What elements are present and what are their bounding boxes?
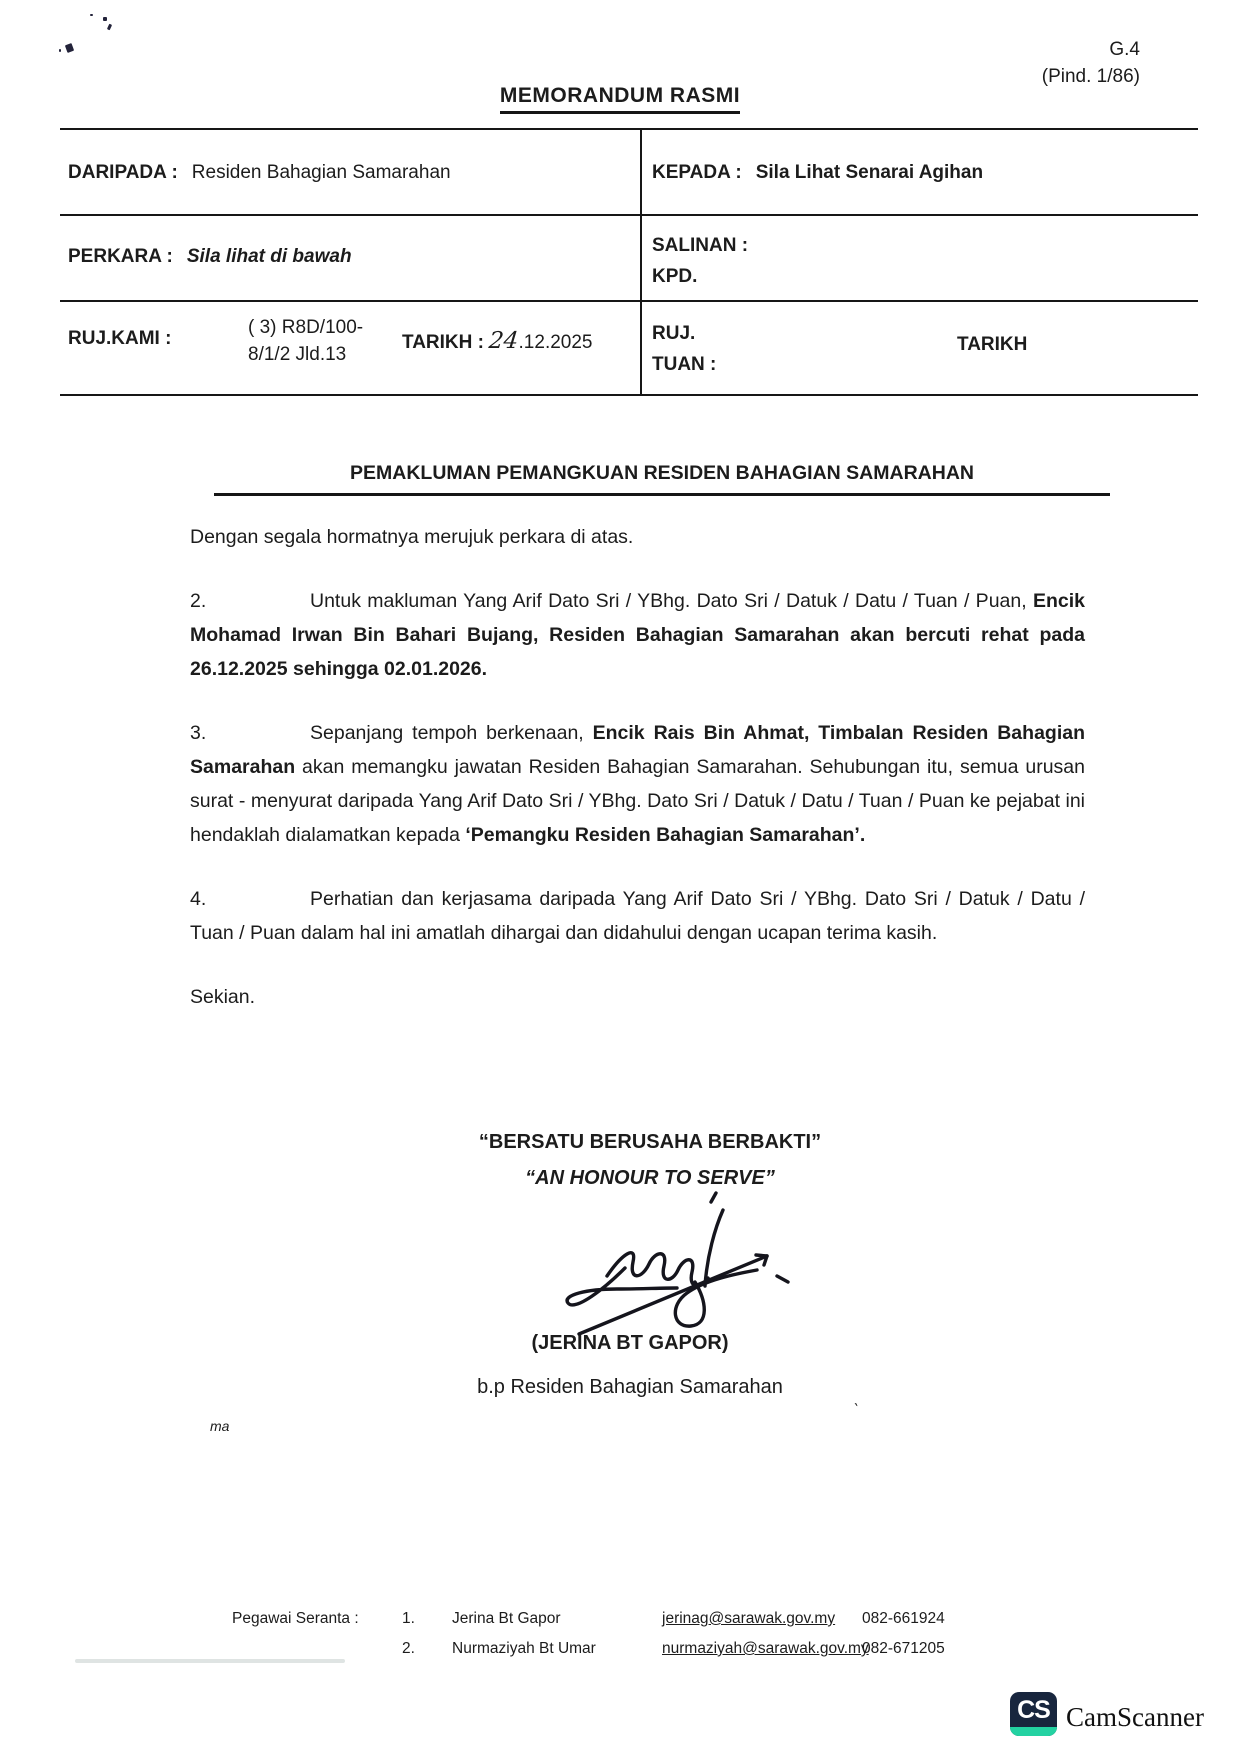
tarikh-rest: .12.2025 [518, 332, 593, 353]
ruj-tuan-line2: TUAN : [652, 354, 717, 375]
closing-word: Sekian. [190, 986, 256, 1008]
perkara-cell [68, 246, 352, 268]
kepada-value: Sila Lihat Senarai Agihan [755, 162, 984, 183]
table-border-bottom [60, 394, 1198, 396]
memo-title: MEMORANDUM RASMI [0, 84, 1240, 114]
table-row-divider [60, 300, 1198, 302]
form-revision: (Pind. 1/86) [1041, 66, 1140, 87]
daripada-label: DARIPADA : [68, 162, 178, 183]
contact-email: jerinag@sarawak.gov.my [662, 1610, 836, 1627]
contact-name: Jerina Bt Gapor [452, 1610, 561, 1627]
signature-scribble [545, 1190, 795, 1338]
kepada-label: KEPADA : [652, 162, 742, 183]
tarikh-left [402, 328, 593, 354]
signatory-behalf: b.p Residen Bahagian Samarahan [477, 1376, 783, 1398]
subject-title: PEMAKLUMAN PEMANGKUAN RESIDEN BAHAGIAN SAMARAHAN [214, 462, 1110, 496]
ink-speck [59, 49, 61, 52]
daripada-cell [68, 162, 451, 184]
contact-number: 2. [402, 1640, 415, 1657]
contact-phone: 082-661924 [862, 1610, 945, 1627]
perkara-label: PERKARA : [68, 246, 173, 267]
form-code-block [1042, 36, 1140, 90]
memo-body [190, 520, 1085, 1044]
signatory-name: (JERINA BT GAPOR) [531, 1332, 729, 1354]
paragraph-number: 4. [190, 888, 207, 910]
camscanner-badge-strip [1010, 1727, 1057, 1736]
camscanner-wordmark: CamScanner [1066, 1702, 1204, 1732]
motto-line-2: “AN HONOUR TO SERVE” [525, 1167, 775, 1189]
ink-speck [90, 14, 93, 16]
table-column-divider [640, 128, 642, 396]
contact-number: 1. [402, 1610, 415, 1627]
table-row-divider [60, 214, 1198, 216]
daripada-value: Residen Bahagian Samarahan [191, 162, 451, 183]
tarikh-label: TARIKH : [402, 332, 484, 353]
paragraph-number: 3. [190, 722, 207, 744]
ruj-kami-label: RUJ.KAMI : [68, 328, 172, 349]
seranta-label: Pegawai Seranta : [232, 1610, 359, 1627]
contact-name: Nurmaziyah Bt Umar [452, 1640, 596, 1657]
table-border-top [60, 128, 1198, 130]
contact-officers [232, 1604, 1062, 1664]
ruj-tuan-cell [652, 318, 716, 380]
salinan-cell [652, 230, 748, 292]
ink-speck: ` [850, 1401, 860, 1420]
header-table [60, 128, 1198, 396]
salinan-label: SALINAN : [652, 235, 749, 256]
tarikh-day-handwritten: 24 [487, 328, 520, 354]
kepada-cell [652, 162, 983, 184]
paragraph-3: 3. Sepanjang tempoh berkenaan, Encik Rais Bin Ahmat, Timbalan Residen Bahagian Samarahan akan memangku jawatan Residen Bahagian Samarahan. Sehubungan itu, semua urusan surat - menyurat daripada Yang Arif Dato Sri / YBhg. Dato Sri / Datuk / Datu / Tuan / Puan ke pejabat ini hendaklah dialamatkan kepada ‘Pemangku Residen Bahagian Samarahan’. [190, 716, 1085, 852]
motto-line-1: “BERSATU BERUSAHA BERBAKTI” [478, 1131, 822, 1153]
ink-speck [107, 24, 112, 31]
ink-speck [65, 43, 74, 53]
motto-block [190, 1124, 1110, 1196]
typist-initials: ma [210, 1418, 230, 1434]
perkara-value: Sila lihat di bawah [186, 246, 352, 267]
ruj-kami-value: ( 3) R8D/100- 8/1/2 Jld.13 [248, 317, 364, 365]
form-code: G.4 [1109, 39, 1140, 60]
contact-email: nurmaziyah@sarawak.gov.my [662, 1640, 869, 1657]
paragraph-2: 2. Untuk makluman Yang Arif Dato Sri / YBhg. Dato Sri / Datuk / Datu / Tuan / Puan, Encik Mohamad Irwan Bin Bahari Bujang, Residen Bahagian Samarahan akan bercuti rehat pada 26.12.2025 sehingga 02.01.2026. [190, 584, 1085, 686]
camscanner-icon [1010, 1692, 1057, 1736]
paragraph-1: Dengan segala hormatnya merujuk perkara di atas. [190, 526, 634, 548]
paragraph-4: 4. Perhatian dan kerjasama daripada Yang Arif Dato Sri / YBhg. Dato Sri / Datuk / Datu / Tuan / Puan dalam hal ini amatlah dihargai dan didahului dengan ucapan terima kasih. [190, 882, 1085, 950]
ink-speck [103, 17, 107, 21]
ruj-tuan-line1: RUJ. [652, 323, 696, 344]
paragraph-number: 2. [190, 590, 207, 612]
ruj-kami-cell [68, 314, 633, 372]
tarikh-right-label: TARIKH [957, 334, 1028, 355]
camscanner-badge-text: CS [1017, 1696, 1050, 1724]
salinan-kpd: KPD. [652, 266, 698, 287]
contact-phone: 082-671205 [862, 1640, 945, 1657]
